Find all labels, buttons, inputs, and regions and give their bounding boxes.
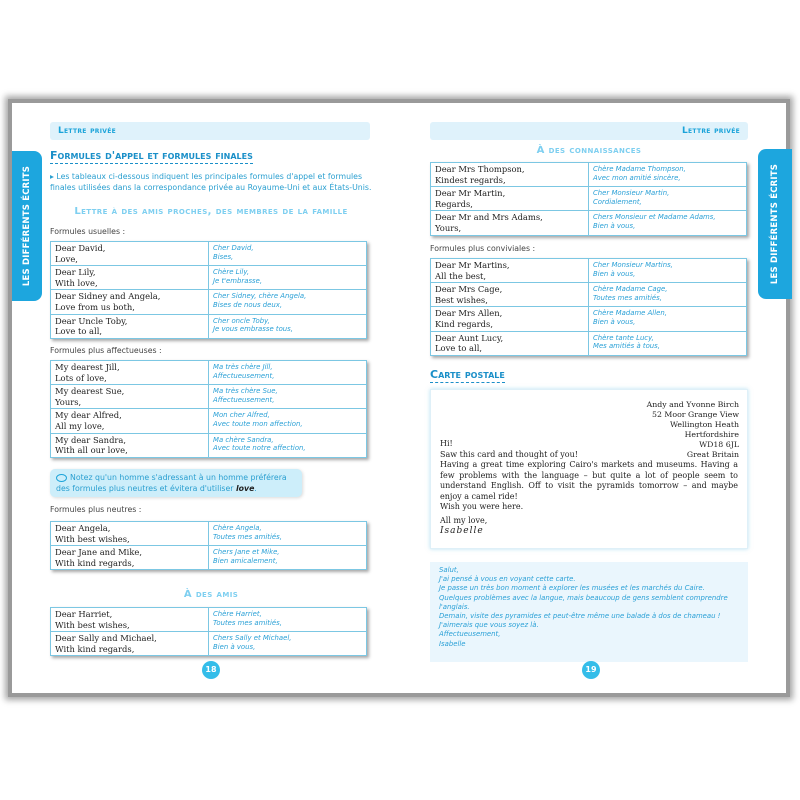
french-formula [209,632,367,656]
translation-line: Isabelle [439,639,466,648]
french-formula-line: Affectueusement, [213,395,275,404]
french-formula [209,314,367,338]
convivial-table [430,258,747,356]
postcard-closing: All my love, [440,515,488,525]
postcard-signature: Isabelle [440,526,484,536]
french-formula-line: Cordialement, [593,197,642,206]
french-formula-line: Chers Jane et Mike, [213,548,280,557]
translation-line: Salut, [439,566,459,574]
table-row [431,259,747,283]
section-tab-label: LES DIFFÉRENTS ÉCRITS [22,165,32,287]
table-row [51,632,367,656]
english-formula-line: Lots of love, [55,372,107,383]
table-row [51,546,367,570]
english-formula [51,385,209,409]
english-formula [51,242,209,266]
neutral-table [50,521,367,570]
english-formula-line: All the best, [435,270,487,281]
french-formula-line: Bien amicalement, [213,556,278,565]
french-formula-line: Affectueusement, [213,371,275,380]
address-line: 52 Moor Grange View [652,410,739,419]
english-formula-line: My dearest Sue, [55,386,125,397]
english-formula-line: Dear Angela, [55,523,111,533]
english-formula-line: Dear Uncle Toby, [55,315,128,326]
english-formula-line: Dear David, [55,243,106,253]
neutral-label: Formules plus neutres : [50,505,142,514]
address-line: Andy and Yvonne Birch [646,400,739,409]
table-row [51,409,367,433]
table-row [51,290,367,314]
french-formula-line: Toutes mes amitiés, [213,618,282,627]
english-formula [51,266,209,290]
english-formula-line: Dear Mr Martin, [435,188,506,199]
french-formula [589,307,747,331]
english-formula [51,314,209,338]
french-formula [209,385,367,409]
table-row [51,522,367,546]
postcard-line1: Saw this card and thought of you! [440,449,578,459]
french-formula [589,283,747,307]
english-formula-line: Dear Mrs Thompson, [435,164,525,174]
french-formula-line: Bises, [213,252,234,261]
translation-line: Je passe un très bon moment à explorer les musées et les marchés du Caire. Quelques problèmes avec la langue, mais beaucoup de gens semblent comprendre l'anglais. [439,584,728,611]
english-formula-line: Yours, [435,222,462,233]
french-formula [589,331,747,355]
acquaintances-table [430,162,747,236]
subsection-friends: À des amis [183,589,239,600]
french-formula-line: Cher Monsieur Martin, [593,189,670,198]
french-formula-line: Je vous embrasse tous, [213,325,293,334]
english-formula [431,331,589,355]
english-formula-line: Dear Lily, [55,267,96,278]
postcard-title: Carte postale [430,368,505,381]
english-formula-line: Love from us both, [55,301,135,312]
table-row [51,314,367,338]
note-text: Notez qu'un homme s'adressant à un homme préférera des formules plus neutres et évitera d'utiliser [56,473,287,493]
french-formula-line: Avec toute mon affection, [213,419,303,428]
french-formula-line: Chère Madame Cage, [593,285,668,294]
english-formula [51,546,209,570]
english-formula [51,522,209,546]
english-formula [51,608,209,632]
french-formula-line: Ma très chère Jill, [213,363,273,371]
french-formula-line: Bien à vous, [593,221,636,230]
section-tab[interactable] [758,149,792,299]
french-formula-line: Je t'embrasse, [213,276,263,285]
english-formula [431,163,589,187]
speech-bubble-icon [56,474,67,482]
french-formula [209,242,367,266]
english-formula-line: Love to all, [55,326,103,337]
table-row [431,163,747,187]
english-formula-line: Dear Mrs Allen, [435,308,503,319]
english-formula-line: Dear Mr and Mrs Adams, [435,212,543,223]
french-formula [209,433,367,457]
english-formula [431,259,589,283]
french-formula-line: Chère Harriet, [213,610,262,618]
note-word: love [235,484,255,493]
address-line: Wellington Heath [669,420,739,429]
friends-table [50,607,367,656]
page-18 [12,103,402,693]
english-formula-line: My dearest Jill, [55,362,120,372]
affectionate-label: Formules plus affectueuses : [50,346,162,355]
french-formula-line: Mes amitiés à tous, [593,342,660,351]
english-formula [51,290,209,314]
french-formula-line: Chers Monsieur et Madame Adams, [593,213,716,222]
translation-line: Affectueusement, [439,630,501,639]
postcard [430,389,748,549]
postcard-translation [430,562,748,662]
english-formula [51,433,209,457]
table-row [431,331,747,355]
address-line: WD18 6JL [699,440,739,449]
page-19 [402,103,792,693]
usual-label: Formules usuelles : [50,227,126,236]
table-row [51,608,367,632]
french-formula-line: Toutes mes amitiés, [213,532,282,541]
french-formula [209,290,367,314]
postcard-message [440,439,738,537]
french-formula-line: Avec toute notre affection, [213,444,306,453]
translation-line: J'aimerais que vous soyez là. [439,621,539,630]
postcard-wish: Wish you were here. [440,502,524,511]
page-number: 19 [582,661,600,679]
english-formula-line: Kindest regards, [435,174,506,185]
postcard-greeting: Hi! [440,439,453,448]
intro-text: ▸ Les tableaux ci-dessous indiquent les principales formules d'appel et formules finales utilisées dans la correspondance privée au Royaume-Uni et aux États-Unis. [50,172,372,192]
table-row [51,361,367,385]
table-row [51,385,367,409]
english-formula-line: My dear Alfred, [55,410,122,421]
english-formula-line: Dear Sally and Michael, [55,633,157,644]
table-row [51,242,367,266]
english-formula-line: Dear Jane and Mike, [55,547,143,558]
french-formula-line: Avec mon amitié sincère, [593,173,681,182]
french-formula [209,546,367,570]
usual-table [50,241,367,339]
french-formula-line: Ma très chère Sue, [213,387,278,396]
english-formula [431,187,589,211]
english-formula [431,307,589,331]
english-formula-line: Dear Mr Martins, [435,260,510,270]
french-formula-line: Bises de nous deux, [213,300,283,309]
running-head: Lettre privée [430,122,748,140]
english-formula-line: My dear Sandra, [55,434,127,445]
open-book [8,99,790,697]
french-formula-line: Chère Angela, [213,524,262,532]
french-formula [209,608,367,632]
french-formula [589,259,747,283]
table-row [51,433,367,457]
english-formula-line: Best wishes, [435,294,488,305]
english-formula [51,409,209,433]
section-title: Formules d'appel et formules finales [50,149,253,162]
french-formula-line: Bien à vous, [593,269,636,278]
postcard-body: Having a great time exploring Cairo's markets and museums. Having a few problems with the language – but quite a lot of people seem to understand English. Off to visit the pyramids tomorrow – and maybe enjoy a camel ride! [440,460,738,501]
english-formula-line: With kind regards, [55,557,135,568]
table-row [431,283,747,307]
english-formula-line: Yours, [55,396,82,407]
french-formula [209,522,367,546]
subsection-family: Lettre à des amis proches, des membres de la famille [74,206,348,217]
address-line: Hertfordshire [684,430,739,439]
english-formula-line: Dear Sidney and Angela, [55,291,161,302]
english-formula-line: Dear Mrs Cage, [435,284,503,295]
french-formula-line: Ma chère Sandra, [213,435,274,444]
table-row [431,187,747,211]
french-formula-line: Mon cher Alfred, [213,411,270,420]
english-formula-line: Kind regards, [435,318,493,329]
french-formula [589,211,747,235]
english-formula-line: With best wishes, [55,619,130,630]
note-box: Notez qu'un homme s'adressant à un homme préférera des formules plus neutres et évitera d'utiliser love. [50,469,302,497]
english-formula-line: Dear Aunt Lucy, [435,332,504,343]
french-formula-line: Chère tante Lucy, [593,333,654,342]
table-row [431,307,747,331]
english-formula [51,632,209,656]
french-formula-line: Chère Lily, [213,268,250,277]
english-formula-line: With best wishes, [55,533,130,544]
french-formula [209,266,367,290]
english-formula-line: Love to all, [435,343,483,354]
french-formula [589,187,747,211]
address-line: Great Britain [686,450,739,459]
english-formula [431,283,589,307]
french-formula-line: Chers Sally et Michael, [213,634,292,643]
english-formula [51,361,209,385]
english-formula-line: Dear Harriet, [55,609,113,619]
french-formula-line: Bien à vous, [593,317,636,326]
english-formula-line: All my love, [55,420,105,431]
affectionate-table [50,360,367,458]
french-formula-line: Bien à vous, [213,642,256,651]
table-row [51,266,367,290]
english-formula-line: With love, [55,277,98,288]
table-row [431,211,747,235]
french-formula-line: Cher David, [213,244,254,252]
english-formula-line: Regards, [435,198,473,209]
english-formula-line: Love, [55,253,78,264]
french-formula [209,409,367,433]
english-formula-line: With all our love, [55,445,128,456]
english-formula [431,211,589,235]
running-head: Lettre privée [50,122,370,140]
french-formula-line: Cher oncle Toby, [213,316,270,325]
french-formula [209,361,367,385]
english-formula-line: With kind regards, [55,643,135,654]
page-number: 18 [202,661,220,679]
french-formula [589,163,747,187]
convivial-label: Formules plus conviviales : [430,244,536,253]
translation-line: J'ai pensé à vous en voyant cette carte. [439,575,576,584]
french-formula-line: Chère Madame Thompson, [593,165,686,173]
french-formula-line: Chère Madame Allen, [593,309,667,318]
subsection-acquaintances: À des connaissances [536,145,642,156]
section-tab-label: LES DIFFÉRENTS ÉCRITS [770,163,780,285]
french-formula-line: Cher Sidney, chère Angela, [213,292,307,301]
translation-line: Demain, visite des pyramides et peut-être même une balade à dos de chameau ! [439,612,721,621]
french-formula-line: Toutes mes amitiés, [593,293,662,302]
french-formula-line: Cher Monsieur Martins, [593,261,673,269]
section-tab[interactable] [12,151,42,301]
